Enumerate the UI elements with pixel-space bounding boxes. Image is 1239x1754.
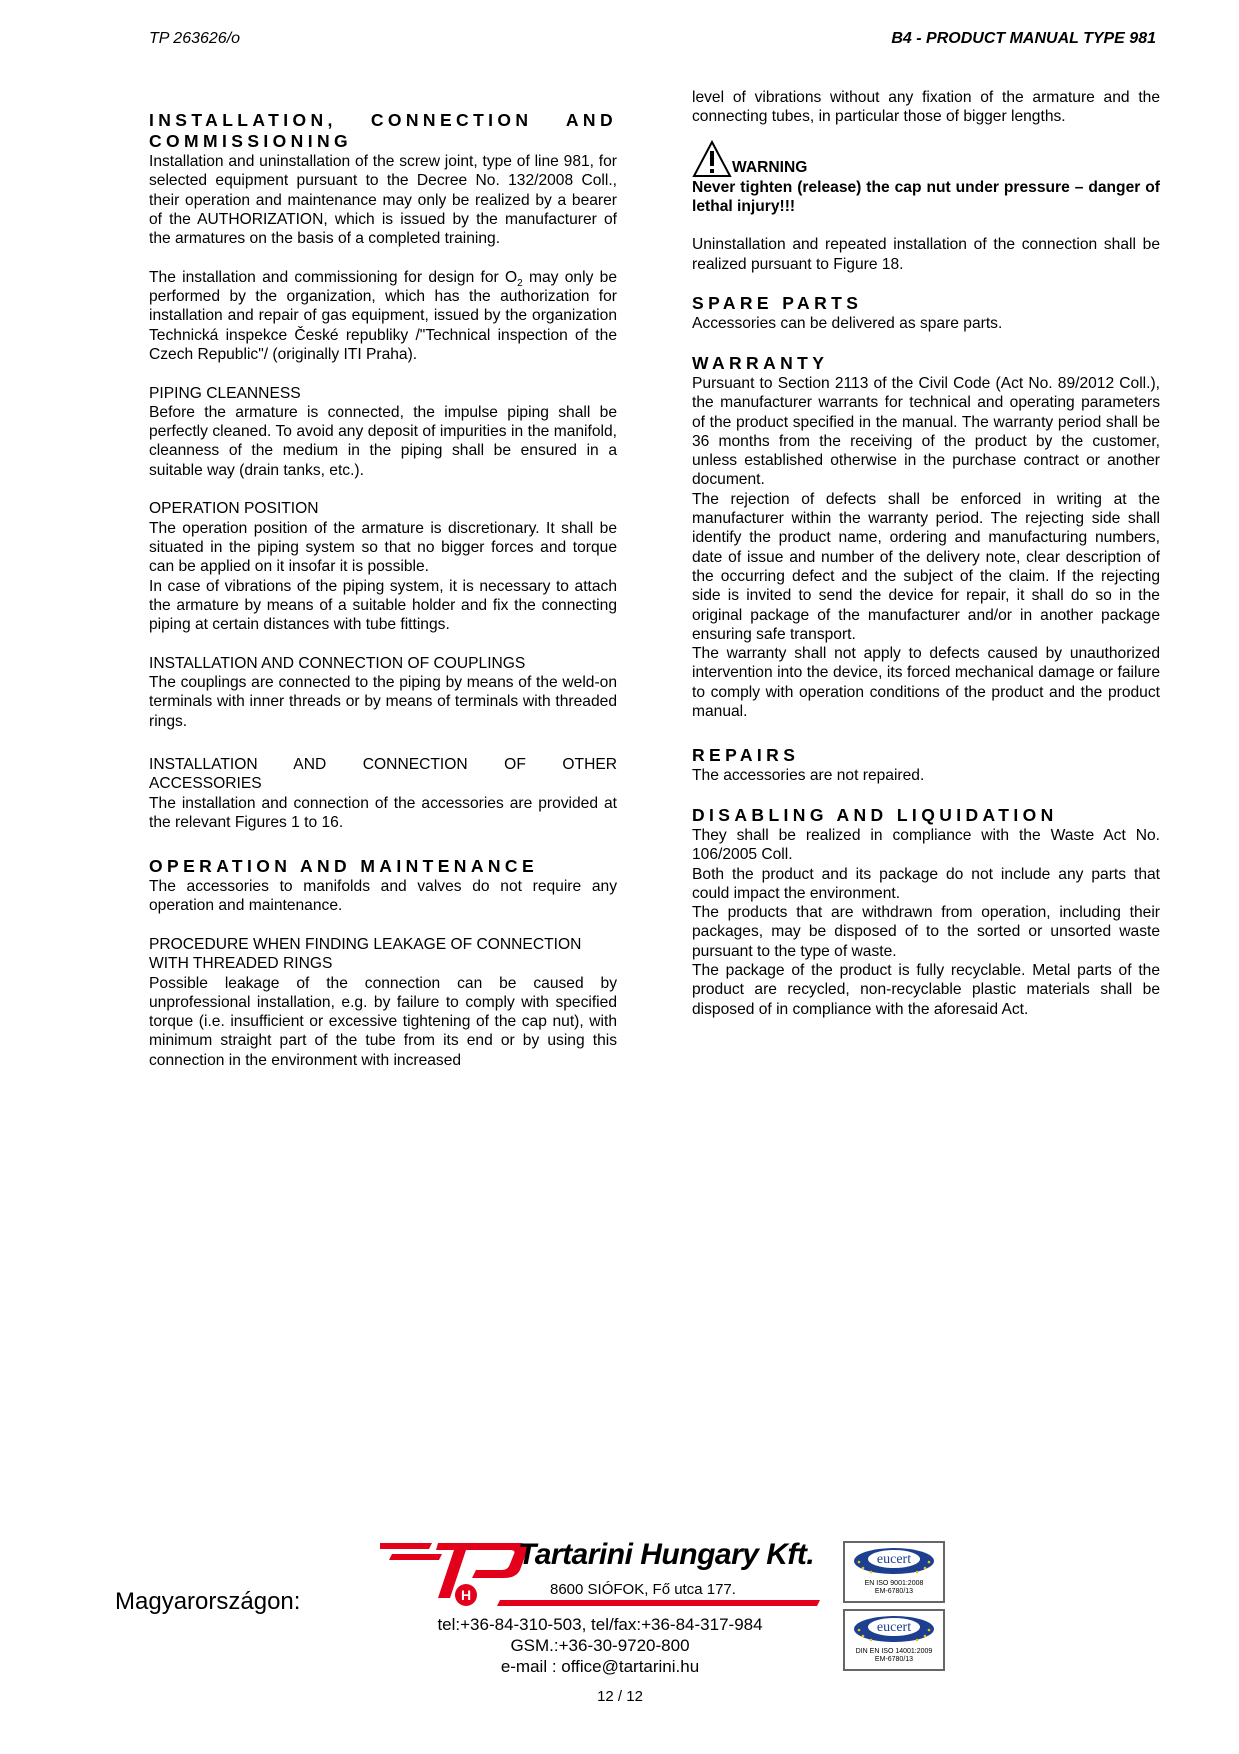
warranty-paragraph-2: The rejection of defects shall be enforced in writing at the manufacturer within the warranty period. The rejecting side shall identify the product name, ordering and manufacturing numbers, date of issue and number of the delivery note, clear description of the occurring defect and the subject of the claim. If the rejecting side is invited to send the device for repair, it shall do so in the original package of the manufacturer and/or in another package ensuring safe transport. [692, 490, 1160, 643]
cert-standard: DIN EN ISO 14001:2009 [855, 1648, 933, 1655]
warranty-heading: WARRANTY [692, 352, 829, 373]
doc-number: TP 263626/o [149, 30, 241, 47]
company-name: Tartarini Hungary Kft. [518, 1538, 815, 1571]
installation-paragraph: Installation and uninstallation of the screw joint, type of line 981, for selected equipment pursuant to the Decree No. 132/2008 Coll., their operation and maintenance may only be realized by a bearer of the AUTHORIZATION, which is issued by the manufacturer of the armatures on the basis of a completed training. [149, 153, 617, 248]
piping-cleanness-title: PIPING CLEANNESS [149, 384, 301, 402]
cert-number: EM-6780/13 [874, 1656, 914, 1663]
repairs-heading: REPAIRS [692, 745, 800, 766]
installation-heading: INSTALLATION, CONNECTION AND [149, 110, 617, 130]
piping-cleanness-text: Before the armature is connected, the impulse piping shall be perfectly cleaned. To avoid any deposit of impurities in the manifold, cleanness of the medium in the piping shall be ensured in a suitable way (drain tanks, etc.). [149, 403, 617, 479]
operation-heading: OPERATION AND MAINTENANCE [149, 856, 539, 877]
manual-title: B4 - PRODUCT MANUAL TYPE 981 [891, 30, 1156, 47]
repairs-text: The accessories are not repaired. [692, 767, 925, 785]
warning-triangle-icon [692, 140, 732, 178]
installation-heading-cont: COMMISSIONING [149, 131, 353, 151]
other-accessories-title: INSTALLATION AND CONNECTION OF OTHER [149, 755, 617, 773]
cert-number: EM-6780/13 [874, 1588, 914, 1595]
warning-header [692, 140, 1160, 178]
phone-info: tel:+36-84-310-503, tel/fax:+36-84-317-984 [437, 1615, 763, 1634]
disabling-heading: DISABLING AND LIQUIDATION [692, 804, 1058, 825]
operation-position-text: The operation position of the armature is discretionary. It shall be situated in the piping system so that no bigger forces and torque can be applied on it insofar it is possible. [149, 519, 617, 576]
page-number: 12 / 12 [597, 1688, 643, 1705]
cert-brand: eucert [876, 1620, 912, 1635]
country-label: Magyarországon: [115, 1588, 301, 1615]
couplings-title: INSTALLATION AND CONNECTION OF COUPLINGS [149, 654, 526, 672]
iso-14001-certificate [843, 1609, 945, 1671]
operation-position-title: OPERATION POSITION [149, 500, 319, 518]
disabling-paragraph-4: The package of the product is fully recyclable. Metal parts of the product are recycled, non-recyclable plastic materials shall be disposed of in compliance with the aforesaid Act. [692, 961, 1160, 1018]
spare-parts-heading: SPARE PARTS [692, 293, 863, 314]
right-column [692, 88, 1160, 1019]
warning-text: Never tighten (release) the cap nut under pressure – danger of lethal injury!!! [692, 178, 1160, 215]
company-address: 8600 SIÓFOK, Fő utca 177. [550, 1581, 736, 1598]
warranty-paragraph-1: Pursuant to Section 2113 of the Civil Code (Act No. 89/2012 Coll.), the manufacturer warrants for technical and operating parameters of the product specified in the manual. The warranty period shall be 36 months from the receiving of the product by the customer, unless established otherwise in the purchase contract or another document. [692, 374, 1160, 489]
eucert-seal-icon [849, 1546, 939, 1576]
left-column [149, 110, 617, 1070]
cert-brand: eucert [876, 1552, 912, 1567]
eucert-seal-icon [849, 1614, 939, 1644]
vibration-text: In case of vibrations of the piping system, it is necessary to attach the armature by means of a suitable holder and fix the connecting piping at certain distances with tube fittings. [149, 577, 617, 634]
other-accessories-title-cont: ACCESSORIES [149, 775, 262, 793]
leakage-title: PROCEDURE WHEN FINDING LEAKAGE OF CONNECTION WITH THREADED RINGS [149, 935, 582, 973]
spare-parts-text: Accessories can be delivered as spare parts. [692, 315, 1003, 333]
leakage-text: Possible leakage of the connection can be caused by unprofessional installation, e.g. by failure to comply with specified torque (i.e. insufficient or excessive tightening of the cap nut), with minimum straight part of the tube from its end or by using this connection in the environment with increased [149, 974, 617, 1069]
warranty-paragraph-3: The warranty shall not apply to defects caused by unauthorized intervention into the device, its forced mechanical damage or failure to comply with operation conditions of the product and the product manual. [692, 645, 1160, 721]
cert-standard: EN ISO 9001:2008 [864, 1580, 924, 1587]
disabling-paragraph-2: Both the product and its package do not include any parts that could impact the environment. [692, 865, 1160, 902]
disabling-paragraph-3: The products that are withdrawn from operation, including their packages, may be disposed of to the sorted or unsorted waste pursuant to the type of waste. [692, 904, 1160, 960]
logo-letter: H [460, 1587, 472, 1603]
iso-9001-certificate [843, 1541, 945, 1603]
operation-text: The accessories to manifolds and valves do not require any operation and maintenance. [149, 878, 617, 915]
uninstall-text: Uninstallation and repeated installation of the connection shall be realized pursuant to Figure 18. [692, 236, 1160, 273]
gsm-info: GSM.:+36-30-9720-800 [510, 1636, 690, 1655]
warning-label: WARNING [732, 159, 808, 177]
o2-paragraph: The installation and commissioning for design for $O_2$ may only be performed by the organization, which has the authorization for installation and repair of gas equipment, issued by the organization Technická inspekce České republiky /"Technical inspection of the Czech Republic"/ (originally ITI Praha). [149, 268, 617, 363]
continuation-text: level of vibrations without any fixation of the armature and the connecting tubes, in particular those of bigger lengths. [692, 89, 1160, 126]
couplings-text: The couplings are connected to the piping by means of the weld-on terminals with inner threads or by means of terminals with threaded rings. [149, 674, 617, 730]
disabling-paragraph-1: They shall be realized in compliance with the Waste Act No. 106/2005 Coll. [692, 826, 1160, 864]
email-info: e-mail : office@tartarini.hu [500, 1657, 700, 1676]
other-accessories-text: The installation and connection of the accessories are provided at the relevant Figures 1 to 16. [149, 794, 617, 831]
